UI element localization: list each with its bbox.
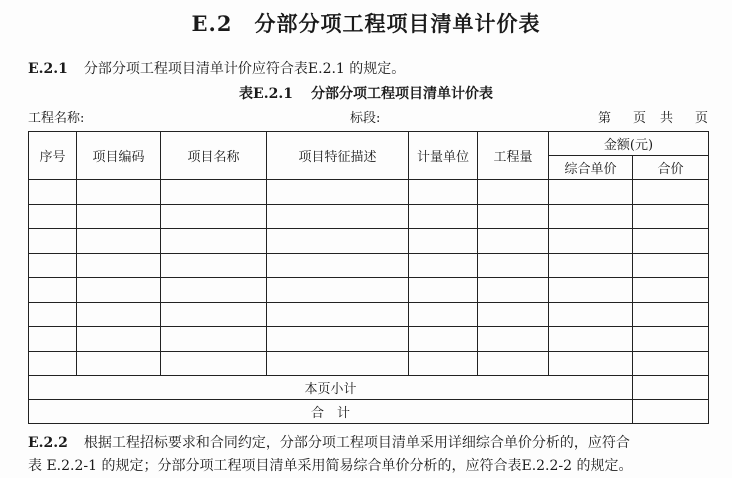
clause-e22-line1: 根据工程招标要求和合同约定，分部分项工程项目清单采用详细综合单价分析的，应符合 [83,435,630,451]
table-cell [161,327,267,352]
table-cell [77,327,161,352]
table-cell [633,302,709,327]
header-total: 合价 [633,156,709,180]
table-row [29,229,709,254]
table-cell [549,253,633,278]
page-di: 第 [597,111,611,126]
table-cell [549,204,633,229]
table-cell [267,229,409,254]
project-name-label: 工程名称: [28,111,85,126]
table-cell [267,351,409,376]
table-cell [478,204,549,229]
header-code: 项目编码 [77,132,161,180]
table-cell [409,327,478,352]
table-cell [29,327,77,352]
table-cell [29,351,77,376]
table-cell [409,253,478,278]
table-title [0,83,732,103]
header-unit-price: 综合单价 [549,156,633,180]
table-cell [633,204,709,229]
table-cell [29,229,77,254]
table-cell [633,351,709,376]
table-cell [549,351,633,376]
table-cell [633,229,709,254]
table-cell [77,229,161,254]
header-name: 项目名称 [161,132,267,180]
table-cell [161,204,267,229]
table-cell [161,253,267,278]
table-cell [161,351,267,376]
table-name: 分部分项工程项目清单计价表 [310,86,493,102]
table-cell [161,229,267,254]
table-cell [409,351,478,376]
clause-e21-text: 分部分项工程项目清单计价应符合表E.2.1 的规定。 [83,61,406,77]
table-cell [549,327,633,352]
table-cell [267,327,409,352]
clause-e22 [28,432,710,478]
page-indicator [584,107,708,126]
section-title: 分部分项工程项目清单计价表 [254,11,541,36]
table-cell [77,351,161,376]
page-ye: 页 [632,111,646,126]
table-cell [409,229,478,254]
page-ye-2: 页 [694,111,708,126]
table-cell [267,278,409,303]
table-cell [478,351,549,376]
table-cell [161,180,267,205]
table-cell [478,327,549,352]
table-cell [29,204,77,229]
table-cell [549,180,633,205]
page-subtotal-label: 本页小计 [29,376,633,400]
table-cell [267,253,409,278]
section-label: 标段: [350,111,381,126]
table-cell [77,204,161,229]
header-qty: 工程量 [478,132,549,180]
table-cell [478,278,549,303]
table-cell [478,302,549,327]
table-cell [409,204,478,229]
page-subtotal-value [633,376,709,400]
clause-e21-number: E.2.1 [28,61,68,77]
table-cell [633,253,709,278]
table-number: 表E.2.1 [239,86,293,102]
grand-total-label: 合 计 [29,400,633,424]
header-seq: 序号 [29,132,77,180]
table-cell [633,278,709,303]
table-cell [267,180,409,205]
table-cell [409,278,478,303]
table-row [29,302,709,327]
header-amount: 金额(元) [549,132,709,156]
table-cell [409,302,478,327]
table-cell [549,278,633,303]
table-cell [633,327,709,352]
table-row [29,180,709,205]
table-cell [409,180,478,205]
table-cell [633,180,709,205]
table-cell [29,302,77,327]
section-heading [0,8,732,38]
section-number: E.2 [191,11,233,36]
table-row [29,327,709,352]
table-cell [77,253,161,278]
clause-e22-number: E.2.2 [28,435,68,451]
clause-e21 [28,58,405,78]
table-cell [161,278,267,303]
table-cell [77,302,161,327]
table-row [29,253,709,278]
table-cell [77,278,161,303]
table-cell [29,180,77,205]
bill-table [28,131,709,424]
table-cell [267,302,409,327]
table-row [29,278,709,303]
table-cell [478,229,549,254]
table-cell [267,204,409,229]
header-unit: 计量单位 [409,132,478,180]
header-desc: 项目特征描述 [267,132,409,180]
table-cell [29,253,77,278]
table-row [29,351,709,376]
table-row [29,204,709,229]
table-cell [549,229,633,254]
table-cell [161,302,267,327]
table-body [29,180,709,376]
table-cell [77,180,161,205]
table-cell [549,302,633,327]
table-cell [29,278,77,303]
table-cell [478,180,549,205]
table-cell [478,253,549,278]
page-gong: 共 [659,111,673,126]
grand-total-value [633,400,709,424]
clause-e22-line2: 表 E.2.2-1 的规定；分部分项工程项目清单采用简易综合单价分析的，应符合表E.2.2-2 的规定。 [28,458,633,474]
